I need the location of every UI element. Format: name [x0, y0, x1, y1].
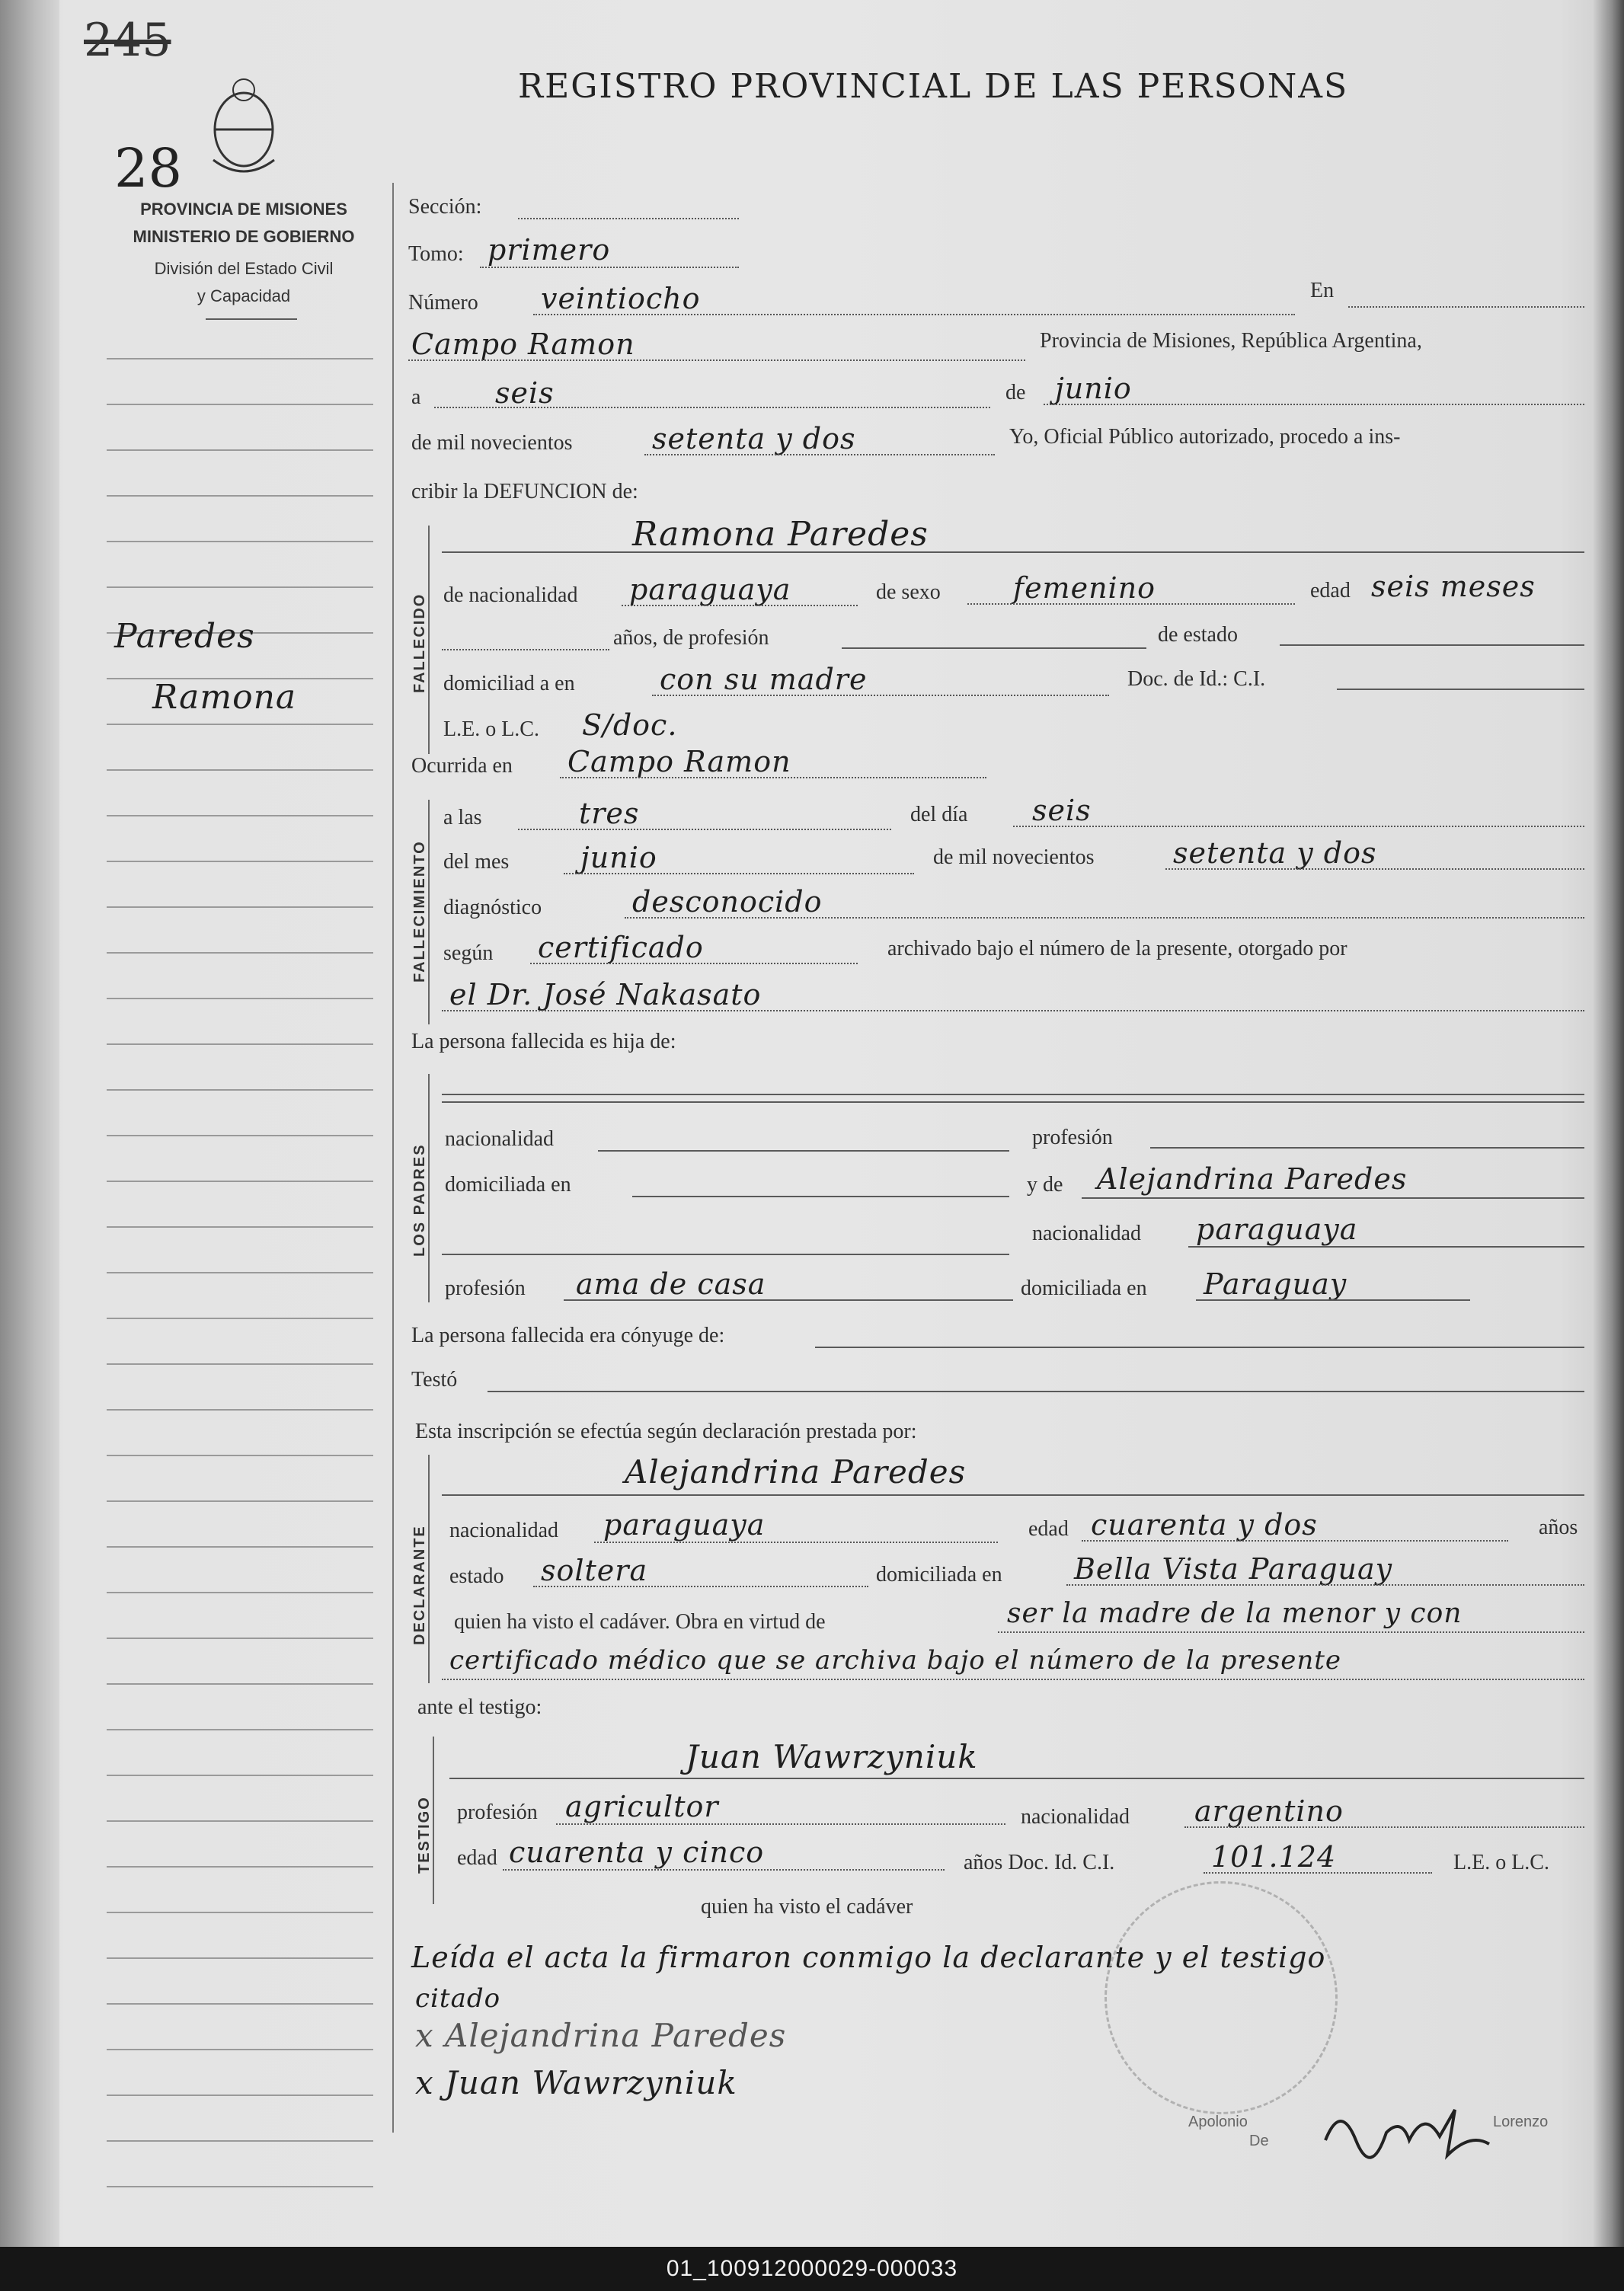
- margin-line: [107, 815, 373, 816]
- label-del-mes: del mes: [443, 850, 510, 874]
- value-ocurrida-en: Campo Ramon: [567, 745, 791, 778]
- label-en: En: [1310, 279, 1335, 302]
- value-nacionalidad: paraguaya: [629, 573, 791, 606]
- tab-fallecido: FALLECIDO: [411, 593, 428, 693]
- divider: [206, 318, 297, 320]
- value-nombre: Ramona Paredes: [632, 515, 929, 554]
- margin-line: [107, 1135, 373, 1136]
- label-del-dia: del día: [910, 803, 968, 826]
- field-line: [442, 649, 609, 650]
- value-decl-domicilio: Bella Vista Paraguay: [1074, 1552, 1393, 1586]
- value-anio2: setenta y dos: [1173, 836, 1377, 870]
- old-folio-number: 245: [84, 14, 171, 67]
- field-line: [1337, 689, 1584, 690]
- value-segun: certificado: [538, 931, 704, 964]
- tab-fallecimiento: FALLECIMIENTO: [411, 840, 428, 983]
- margin-surname: Paredes: [114, 617, 255, 656]
- field-line: [518, 218, 739, 219]
- signature-declarante: x Alejandrina Paredes: [415, 2017, 787, 2054]
- field-line: [594, 1542, 998, 1543]
- label-testo: Testó: [411, 1368, 458, 1392]
- margin-line: [107, 2140, 373, 2142]
- field-line: [442, 551, 1584, 553]
- field-line: [480, 267, 739, 268]
- field-line: [1196, 1299, 1470, 1301]
- scan-id-footer: 01_100912000029-000033: [0, 2247, 1624, 2291]
- field-line: [1150, 1147, 1584, 1149]
- label-decl-nacionalidad: nacionalidad: [449, 1519, 559, 1542]
- field-line: [967, 603, 1295, 605]
- margin-line: [107, 861, 373, 862]
- value-del-dia: seis: [1032, 794, 1092, 827]
- label-yo: Yo, Oficial Público autorizado, procedo a ins-: [1009, 425, 1401, 449]
- value-numero: veintiocho: [541, 282, 701, 315]
- value-lugar: Campo Ramon: [411, 328, 635, 361]
- label-domiciliada-madre: domiciliada en: [1021, 1277, 1147, 1300]
- field-line: [632, 1196, 1009, 1197]
- field-line: [533, 314, 1295, 315]
- margin-line: [107, 1957, 373, 1959]
- label-ocurrida-en: Ocurrida en: [411, 754, 513, 778]
- margin-line: [107, 952, 373, 954]
- field-line: [625, 917, 1584, 919]
- margin-line: [107, 1500, 373, 1502]
- margin-line: [107, 724, 373, 725]
- field-line: [449, 1778, 1584, 1779]
- label-numero: Número: [408, 291, 478, 315]
- closing-text-2: citado: [415, 1983, 501, 2014]
- field-line: [442, 1494, 1584, 1496]
- field-line: [1013, 826, 1584, 827]
- field-line: [408, 359, 1025, 361]
- margin-name: Ramona: [152, 678, 297, 717]
- value-decl-obra-1: ser la madre de la menor y con: [1007, 1598, 1463, 1629]
- label-t-profesion: profesión: [457, 1801, 538, 1824]
- margin-line: [107, 1729, 373, 1730]
- field-line: [503, 1869, 945, 1871]
- margin-line: [107, 1638, 373, 1639]
- label-a-las: a las: [443, 806, 482, 829]
- office-division: División del Estado Civil: [154, 259, 334, 278]
- field-line: [622, 605, 858, 606]
- field-line: [518, 829, 891, 830]
- field-line: [556, 1823, 1005, 1825]
- value-otorgado-por: el Dr. José Nakasato: [449, 978, 762, 1011]
- label-nacionalidad-padre: nacionalidad: [445, 1127, 555, 1151]
- value-t-nacionalidad: argentino: [1194, 1794, 1344, 1828]
- signature-testigo: x Juan Wawrzyniuk: [415, 2064, 737, 2101]
- field-line: [1184, 1826, 1584, 1828]
- label-nacionalidad-madre: nacionalidad: [1032, 1222, 1142, 1245]
- value-madre-nacionalidad: paraguaya: [1196, 1213, 1358, 1246]
- field-line: [842, 647, 1146, 649]
- label-decl-anos: años: [1539, 1516, 1578, 1539]
- value-declarante: Alejandrina Paredes: [625, 1453, 967, 1491]
- office-ministry: MINISTERIO DE GOBIERNO: [133, 227, 355, 246]
- value-tomo: primero: [488, 233, 611, 267]
- margin-line: [107, 769, 373, 771]
- margin-line: [107, 1775, 373, 1776]
- margin-line: [107, 1363, 373, 1365]
- field-line: [652, 695, 1109, 696]
- label-doc-id: Doc. de Id.: C.I.: [1127, 667, 1266, 691]
- stamp-text-3: Lorenzo: [1493, 2114, 1549, 2130]
- margin-line: [107, 2049, 373, 2050]
- value-madre: Alejandrina Paredes: [1097, 1162, 1408, 1196]
- value-dia: seis: [495, 376, 555, 410]
- value-diagnostico: desconocido: [632, 885, 823, 919]
- stamp-text-1: Apolonio: [1188, 2114, 1248, 2130]
- field-line: [434, 407, 990, 408]
- label-decl-domiciliada: domiciliada en: [876, 1563, 1002, 1586]
- label-le-lc: L.E. o L.C.: [443, 717, 539, 741]
- label-tomo: Tomo:: [408, 242, 464, 266]
- label-de-estado: de estado: [1158, 623, 1238, 647]
- margin-line: [107, 1409, 373, 1411]
- label-diagnostico: diagnóstico: [443, 896, 542, 919]
- label-y-de: y de: [1027, 1173, 1063, 1197]
- tab-declarante: DECLARANTE: [411, 1525, 428, 1645]
- tab-los-padres: LOS PADRES: [411, 1143, 428, 1257]
- margin-line: [107, 449, 373, 451]
- field-line: [1165, 868, 1584, 870]
- label-inscribir: cribir la DEFUNCION de:: [411, 480, 638, 503]
- label-t-anos-doc: años Doc. Id. C.I.: [964, 1851, 1115, 1874]
- label-profesion-madre: profesión: [445, 1277, 526, 1300]
- field-line: [1082, 1540, 1508, 1542]
- book-binding: [0, 0, 59, 2247]
- margin-line: [107, 1181, 373, 1182]
- official-stamp: [1105, 1881, 1338, 2114]
- margin-line: [107, 1866, 373, 1868]
- label-de-nacionalidad: de nacionalidad: [443, 583, 578, 607]
- field-line: [442, 1254, 1009, 1255]
- field-line: [998, 1631, 1584, 1633]
- field-line: [442, 1101, 1584, 1103]
- field-line: [488, 1391, 1584, 1392]
- value-le-lc: S/doc.: [582, 708, 678, 742]
- label-de-sexo: de sexo: [876, 580, 941, 604]
- label-segun: según: [443, 941, 494, 965]
- value-madre-domicilio: Paraguay: [1204, 1267, 1347, 1301]
- label-edad: edad: [1310, 579, 1351, 602]
- margin-line: [107, 1043, 373, 1045]
- value-decl-estado: soltera: [541, 1554, 648, 1587]
- margin-line: [107, 1820, 373, 1822]
- page-edge: [1594, 0, 1624, 2247]
- value-sexo: femenino: [1013, 571, 1156, 605]
- label-hija-de: La persona fallecida es hija de:: [411, 1030, 676, 1053]
- label-seccion: Sección:: [408, 195, 482, 219]
- label-domiciliada-padre: domiciliada en: [445, 1173, 571, 1197]
- label-conyuge: La persona fallecida era cónyuge de:: [411, 1324, 725, 1347]
- margin-line: [107, 1226, 373, 1228]
- label-t-nacionalidad: nacionalidad: [1021, 1805, 1130, 1829]
- value-t-edad: cuarenta y cinco: [509, 1836, 765, 1869]
- label-decl-estado: estado: [449, 1564, 504, 1588]
- margin-line: [107, 541, 373, 542]
- value-anio: setenta y dos: [652, 422, 856, 455]
- field-line: [598, 1150, 1009, 1152]
- label-de-mil: de mil novecientos: [411, 431, 573, 455]
- margin-line: [107, 1592, 373, 1593]
- margin-line: [107, 1455, 373, 1456]
- margin-line: [107, 2003, 373, 2005]
- field-line: [1188, 1246, 1584, 1248]
- label-archivado: archivado bajo el número de la presente, otorgado por: [887, 937, 1347, 960]
- value-testigo: Juan Wawrzyniuk: [686, 1738, 978, 1775]
- label-de-mil2: de mil novecientos: [933, 845, 1095, 869]
- value-edad: seis meses: [1371, 570, 1536, 603]
- field-line: [1082, 1197, 1584, 1199]
- label-de: de: [1005, 381, 1026, 404]
- office-province: PROVINCIA DE MISIONES: [140, 200, 347, 219]
- field-line: [815, 1347, 1584, 1348]
- field-line: [442, 1679, 1584, 1680]
- column-divider: [392, 183, 394, 2133]
- value-del-mes: junio: [580, 841, 657, 874]
- label-t-le-lc: L.E. o L.C.: [1453, 1851, 1549, 1874]
- field-line: [644, 454, 995, 455]
- label-anos-profesion: años, de profesión: [613, 626, 769, 650]
- label-ante-testigo: ante el testigo:: [417, 1695, 542, 1719]
- label-decl-edad: edad: [1028, 1517, 1069, 1541]
- margin-line: [107, 1683, 373, 1685]
- field-line: [1044, 404, 1584, 405]
- field-line: [1280, 644, 1584, 646]
- margin-line: [107, 358, 373, 359]
- margin-line: [107, 1912, 373, 1913]
- field-line: [533, 1586, 868, 1587]
- value-decl-obra-2: certificado médico que se archiva bajo el número de la presente: [449, 1645, 1342, 1676]
- page-title: REGISTRO PROVINCIAL DE LAS PERSONAS: [518, 67, 1349, 106]
- margin-line: [107, 1318, 373, 1319]
- value-decl-edad: cuarenta y dos: [1091, 1508, 1318, 1542]
- margin-line: [107, 1089, 373, 1091]
- field-line: [1066, 1584, 1584, 1586]
- label-domiciliado: domiciliad a en: [443, 672, 575, 695]
- value-domicilio: con su madre: [660, 663, 868, 696]
- value-t-ci: 101.124: [1211, 1840, 1337, 1874]
- folio-number: 28: [114, 137, 183, 200]
- field-line: [564, 1299, 1013, 1301]
- stamp-text-2: De: [1249, 2133, 1269, 2149]
- margin-line: [107, 906, 373, 908]
- field-line: [442, 1094, 1584, 1095]
- field-line: [564, 873, 914, 874]
- field-line: [442, 1010, 1584, 1011]
- office-capacity: y Capacidad: [197, 286, 291, 305]
- official-signature-icon: [1318, 2087, 1501, 2171]
- margin-line: [107, 998, 373, 999]
- field-line: [1204, 1872, 1432, 1874]
- label-profesion-padre: profesión: [1032, 1126, 1113, 1149]
- coat-of-arms-icon: [198, 69, 289, 183]
- field-line: [1348, 306, 1584, 308]
- margin-line: [107, 404, 373, 405]
- margin-line: [107, 1546, 373, 1548]
- margin-line: [107, 495, 373, 497]
- label-t-visto: quien ha visto el cadáver: [701, 1895, 913, 1919]
- value-t-profesion: agricultor: [565, 1790, 719, 1823]
- label-decl-visto: quien ha visto el cadáver. Obra en virtud de: [454, 1610, 826, 1634]
- margin-line: [107, 586, 373, 588]
- label-a: a: [411, 385, 421, 409]
- margin-line: [107, 1272, 373, 1273]
- value-mes: junio: [1055, 372, 1132, 405]
- label-t-edad: edad: [457, 1846, 497, 1870]
- label-provincia: Provincia de Misiones, República Argentina,: [1040, 329, 1422, 353]
- margin-line: [107, 2094, 373, 2096]
- value-hora: tres: [579, 797, 640, 830]
- margin-line: [107, 2186, 373, 2187]
- field-line: [560, 777, 986, 778]
- label-declaracion: Esta inscripción se efectúa según declaración prestada por:: [415, 1420, 917, 1443]
- closing-text-1: Leída el acta la firmaron conmigo la declarante y el testigo: [411, 1941, 1326, 1974]
- field-line: [530, 963, 858, 964]
- tab-testigo: TESTIGO: [416, 1796, 433, 1874]
- value-madre-profesion: ama de casa: [576, 1267, 766, 1301]
- value-decl-nacionalidad: paraguaya: [603, 1508, 766, 1542]
